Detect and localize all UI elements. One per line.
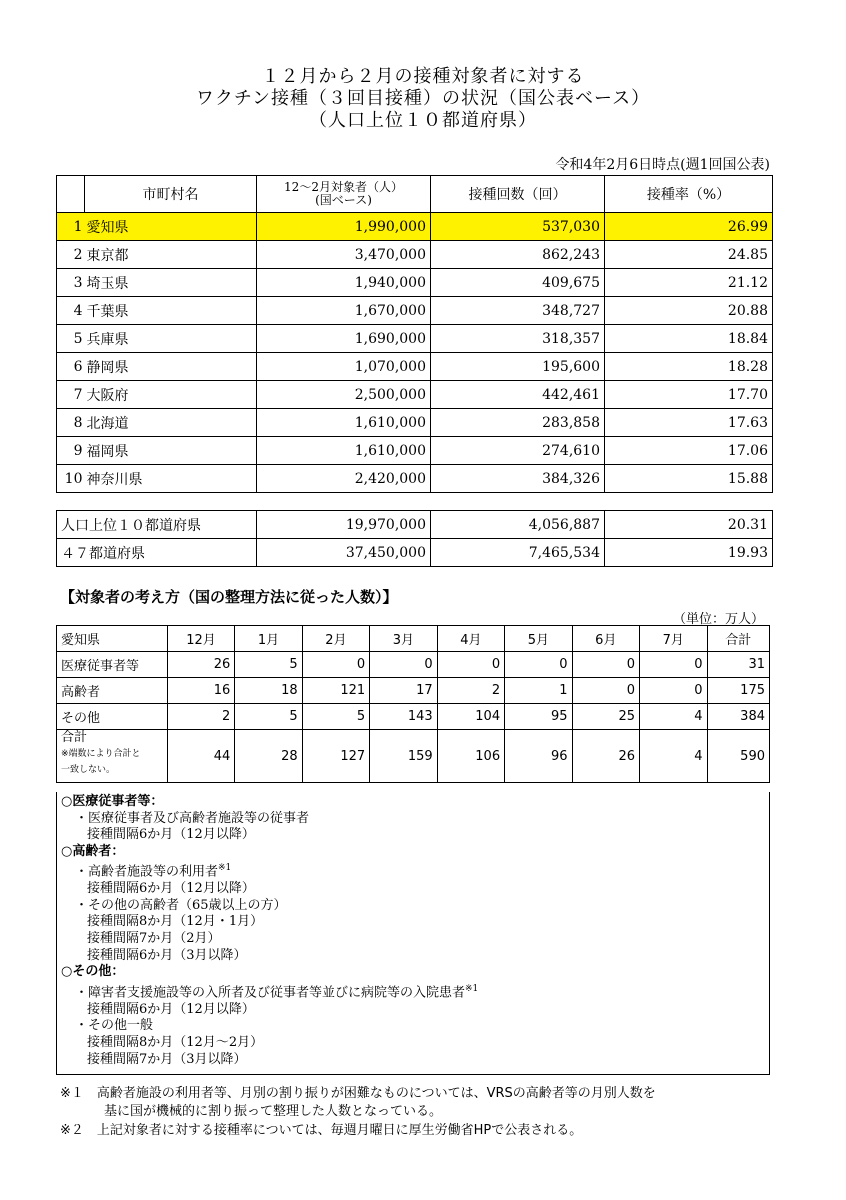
prefecture-name: 千葉県	[85, 297, 257, 325]
dose-count: 274,610	[431, 437, 605, 465]
target-count: 1,670,000	[257, 297, 431, 325]
table-row	[57, 269, 773, 297]
vaccination-rate: 17.06	[605, 437, 773, 465]
target-count: 1,990,000	[257, 213, 431, 241]
footnote-1-line-2: 基に国が機械的に割り振って整理した人数となっている。	[104, 1104, 443, 1119]
month-value: 0	[572, 652, 639, 678]
month-value: 0	[640, 678, 707, 704]
total-label: 人口上位１０都道府県	[57, 511, 257, 539]
total-label: 合計	[61, 730, 88, 745]
category-label: 医療従事者等	[57, 652, 168, 678]
month-header: 合計	[707, 626, 769, 652]
total-row	[57, 539, 773, 567]
month-value: 0	[572, 678, 639, 704]
total-month-value: 590	[707, 730, 769, 783]
month-header: 1月	[235, 626, 302, 652]
total-label-cell	[57, 730, 168, 783]
rank-cell: 2	[57, 241, 85, 269]
target-breakdown-table	[56, 625, 770, 783]
total-month-value: 44	[167, 730, 234, 783]
target-count: 2,420,000	[257, 465, 431, 493]
dose-count: 195,600	[431, 353, 605, 381]
total-month-value: 127	[302, 730, 369, 783]
month-value: 95	[505, 704, 572, 730]
month-value: 17	[370, 678, 437, 704]
prefecture-name: 大阪府	[85, 381, 257, 409]
vaccination-rate: 21.12	[605, 269, 773, 297]
prefecture-name: 福岡県	[85, 437, 257, 465]
prefecture-name: 埼玉県	[85, 269, 257, 297]
month-header-row	[57, 626, 770, 652]
month-value: 143	[370, 704, 437, 730]
month-value: 104	[437, 704, 504, 730]
as-of-date: 令和4年2月6日時点(週1回国公表)	[555, 157, 770, 173]
prefecture-name: 北海道	[85, 409, 257, 437]
note-other-1: ・障害者支援施設等の入所者及び従事者等並びに病院等の入院患者$^{※1}$	[75, 983, 479, 1001]
month-value: 16	[167, 678, 234, 704]
month-value: 121	[302, 678, 369, 704]
dose-count: 283,858	[431, 409, 605, 437]
rank-cell: 5	[57, 325, 85, 353]
month-value: 2	[167, 704, 234, 730]
table-row	[57, 241, 773, 269]
title-line-2: ワクチン接種（３回目接種）の状況（国公表ベース）	[195, 88, 651, 109]
table-row	[57, 704, 770, 730]
table-row	[57, 381, 773, 409]
month-value: 31	[707, 652, 769, 678]
prefecture-name: 静岡県	[85, 353, 257, 381]
rank-cell: 6	[57, 353, 85, 381]
month-value: 5	[235, 704, 302, 730]
dose-count: 537,030	[431, 213, 605, 241]
target-count: 1,690,000	[257, 325, 431, 353]
month-value: 2	[437, 678, 504, 704]
month-header: 2月	[302, 626, 369, 652]
target-header: 12～2月対象者（人） (国ベース)	[257, 176, 431, 213]
dose-count: 318,357	[431, 325, 605, 353]
note-elderly-1: ・高齢者施設等の利用者$^{※1}$	[75, 863, 232, 880]
total-row	[57, 730, 770, 783]
month-value: 0	[505, 652, 572, 678]
dose-count: 862,243	[431, 241, 605, 269]
note-other-5: 接種間隔7か月（3月以降）	[87, 1051, 247, 1067]
note-elderly-3: ・その他の高齢者（65歳以上の方）	[75, 897, 287, 913]
month-value: 0	[302, 652, 369, 678]
table-row	[57, 465, 773, 493]
rank-cell: 8	[57, 409, 85, 437]
table-row	[57, 437, 773, 465]
note-other-2: 接種間隔6か月（12月以降）	[87, 1001, 255, 1017]
prefecture-name: 愛知県	[85, 213, 257, 241]
category-label: その他	[57, 704, 168, 730]
table-row	[57, 325, 773, 353]
section-title: 【対象者の考え方（国の整理方法に従った人数）】	[60, 588, 398, 606]
rank-cell: 4	[57, 297, 85, 325]
note-elderly-2: 接種間隔6か月（12月以降）	[87, 881, 255, 897]
prefecture-name: 兵庫県	[85, 325, 257, 353]
total-rate: 19.93	[605, 539, 773, 567]
target-count: 1,070,000	[257, 353, 431, 381]
total-month-value: 159	[370, 730, 437, 783]
title-line-3: （人口上位１０都道府県）	[309, 110, 537, 131]
unit-label: （単位：万人）	[672, 612, 764, 627]
target-count: 2,500,000	[257, 381, 431, 409]
vaccination-rate: 20.88	[605, 297, 773, 325]
rank-cell: 7	[57, 381, 85, 409]
total-month-value: 26	[572, 730, 639, 783]
target-count: 3,470,000	[257, 241, 431, 269]
name-header: 市町村名	[85, 176, 257, 213]
month-value: 4	[640, 704, 707, 730]
vaccination-rate: 15.88	[605, 465, 773, 493]
rank-cell: 10	[57, 465, 85, 493]
month-value: 25	[572, 704, 639, 730]
rounding-note: 一致しない。	[61, 765, 116, 775]
target-count: 1,610,000	[257, 409, 431, 437]
month-header: 5月	[505, 626, 572, 652]
rounding-note: ※端数により合計と	[61, 749, 141, 759]
prefecture-corner: 愛知県	[57, 626, 168, 652]
month-header: 3月	[370, 626, 437, 652]
note-medical-1: ・医療従事者及び高齢者施設等の従事者	[75, 810, 310, 826]
table-row	[57, 652, 770, 678]
month-value: 26	[167, 652, 234, 678]
table-row	[57, 297, 773, 325]
total-doses: 4,056,887	[431, 511, 605, 539]
rank-header	[57, 176, 85, 213]
table-row	[57, 409, 773, 437]
eligibility-notes	[56, 792, 770, 1075]
vaccination-rate: 17.63	[605, 409, 773, 437]
medical-heading: ○医療従事者等：	[61, 794, 164, 809]
doses-header: 接種回数（回）	[431, 176, 605, 213]
table-row	[57, 678, 770, 704]
footnote-2: ※２ 上記対象者に対する接種率については、毎週月曜日に厚生労働省HPで公表される。	[60, 1123, 583, 1138]
vaccination-rate: 18.84	[605, 325, 773, 353]
note-elderly-4: 接種間隔8か月（12月・1月）	[87, 914, 264, 930]
month-value: 0	[370, 652, 437, 678]
total-label: ４７都道府県	[57, 539, 257, 567]
month-value: 18	[235, 678, 302, 704]
note-elderly-6: 接種間隔6か月（3月以降）	[87, 947, 247, 963]
category-label: 高齢者	[57, 678, 168, 704]
rank-cell: 9	[57, 437, 85, 465]
dose-count: 409,675	[431, 269, 605, 297]
footnote-1-line-1: ※１ 高齢者施設の利用者等、月別の割り振りが困難なものについては、VRSの高齢者等の月別人数を	[60, 1086, 656, 1101]
note-medical-2: 接種間隔6か月（12月以降）	[87, 827, 255, 843]
total-row	[57, 511, 773, 539]
rank-cell: 3	[57, 269, 85, 297]
rate-header: 接種率（%）	[605, 176, 773, 213]
month-value: 175	[707, 678, 769, 704]
note-other-4: 接種間隔8か月（12月～2月）	[87, 1034, 264, 1050]
month-value: 5	[235, 652, 302, 678]
rank-cell: 1	[57, 213, 85, 241]
month-value: 1	[505, 678, 572, 704]
month-header: 6月	[572, 626, 639, 652]
month-value: 0	[640, 652, 707, 678]
prefecture-name: 神奈川県	[85, 465, 257, 493]
dose-count: 384,326	[431, 465, 605, 493]
table-row	[57, 353, 773, 381]
note-elderly-5: 接種間隔7か月（2月）	[87, 931, 221, 947]
total-month-value: 28	[235, 730, 302, 783]
note-other-3: ・その他一般	[75, 1018, 154, 1034]
total-month-value: 4	[640, 730, 707, 783]
vaccination-rate: 17.70	[605, 381, 773, 409]
dose-count: 442,461	[431, 381, 605, 409]
table-header-row	[57, 176, 773, 213]
month-value: 384	[707, 704, 769, 730]
month-header: 7月	[640, 626, 707, 652]
vaccination-rate: 18.28	[605, 353, 773, 381]
target-count: 1,940,000	[257, 269, 431, 297]
other-heading: ○その他：	[61, 964, 125, 980]
vaccination-rate: 24.85	[605, 241, 773, 269]
table-row	[57, 213, 773, 241]
total-doses: 7,465,534	[431, 539, 605, 567]
month-header: 12月	[167, 626, 234, 652]
prefecture-name: 東京都	[85, 241, 257, 269]
total-month-value: 106	[437, 730, 504, 783]
elderly-heading: ○高齢者：	[61, 843, 125, 859]
total-target: 37,450,000	[257, 539, 431, 567]
total-rate: 20.31	[605, 511, 773, 539]
total-target: 19,970,000	[257, 511, 431, 539]
total-month-value: 96	[505, 730, 572, 783]
title-line-1: １２月から２月の接種対象者に対する	[261, 66, 585, 87]
month-header: 4月	[437, 626, 504, 652]
target-count: 1,610,000	[257, 437, 431, 465]
totals-table	[56, 510, 773, 567]
month-value: 0	[437, 652, 504, 678]
vaccination-table	[56, 175, 773, 493]
dose-count: 348,727	[431, 297, 605, 325]
month-value: 5	[302, 704, 369, 730]
vaccination-rate: 26.99	[605, 213, 773, 241]
